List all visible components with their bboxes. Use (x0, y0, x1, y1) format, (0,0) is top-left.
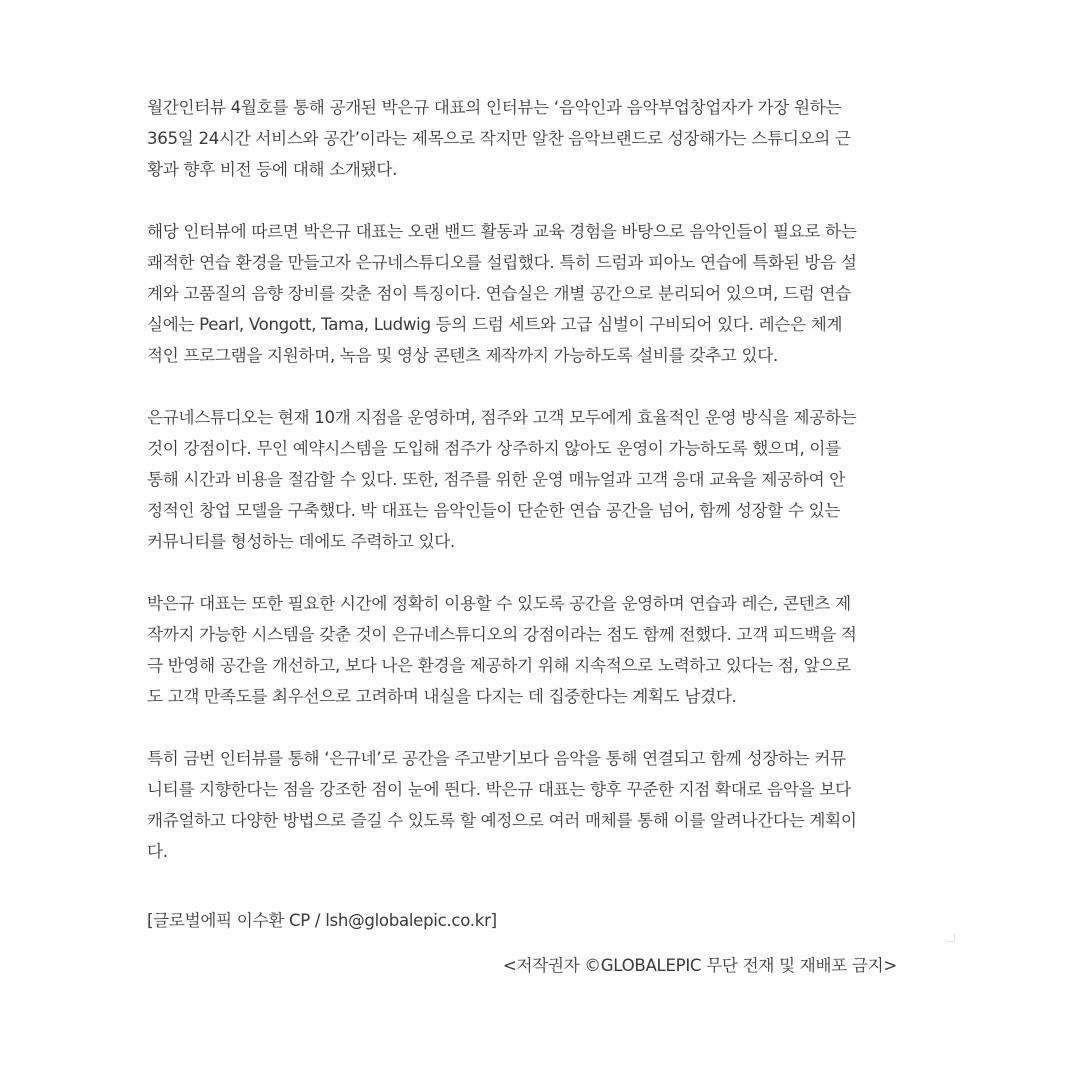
paragraph-line: 것이 강점이다. 무인 예약시스템을 도입해 점주가 상주하지 않아도 운영이 가능하도록 했으며, 이를 (147, 439, 841, 458)
paragraph-line: 도 고객 만족도를 최우선으로 고려하며 내실을 다지는 데 집중한다는 계획도 남겼다. (147, 687, 737, 706)
paragraph-line: 박은규 대표는 또한 필요한 시간에 정확히 이용할 수 있도록 공간을 운영하며 연습과 레슨, 콘텐츠 제 (147, 594, 851, 613)
paragraph-line: 실에는 Pearl, Vongott, Tama, Ludwig 등의 드럼 세트와 고급 심벌이 구비되어 있다. 레슨은 체계 (147, 315, 843, 334)
paragraph-line: 니티를 지향한다는 점을 강조한 점이 눈에 띈다. 박은규 대표는 향후 꾸준한 지점 확대로 음악을 보다 (147, 780, 851, 799)
paragraph-gap (147, 557, 917, 588)
paragraph (147, 588, 917, 712)
copyright-notice: <저작권자 ©GLOBALEPIC 무단 전재 및 재배포 금지> (502, 956, 897, 975)
paragraph-line: 쾌적한 연습 환경을 만들고자 은규네스튜디오를 설립했다. 특히 드럼과 피아노 연습에 특화된 방음 설 (147, 253, 857, 272)
paragraph-line: 극 반영해 공간을 개선하고, 보다 나은 환경을 제공하기 위해 지속적으로 노력하고 있다는 점, 앞으로 (147, 656, 851, 675)
paragraph-gap (147, 185, 917, 216)
paragraph (147, 743, 917, 867)
paragraph (147, 92, 917, 185)
article-body (147, 92, 917, 867)
paragraph-line: 은규네스튜디오는 현재 10개 지점을 운영하며, 점주와 고객 모두에게 효율적인 운영 방식을 제공하는 (147, 408, 857, 427)
paragraph-line: 적인 프로그램을 지원하며, 녹음 및 영상 콘텐츠 제작까지 가능하도록 설비를 갖추고 있다. (147, 346, 778, 365)
paragraph-line: 계와 고품질의 음향 장비를 갖춘 점이 특징이다. 연습실은 개별 공간으로 분리되어 있으며, 드럼 연습 (147, 284, 851, 303)
paragraph-line: 통해 시간과 비용을 절감할 수 있다. 또한, 점주를 위한 운영 매뉴얼과 고객 응대 교육을 제공하여 안 (147, 470, 846, 489)
paragraph-line: 정적인 창업 모델을 구축했다. 박 대표는 음악인들이 단순한 연습 공간을 넘어, 함께 성장할 수 있는 (147, 501, 841, 520)
paragraph (147, 216, 917, 371)
paragraph-line: 특히 금번 인터뷰를 통해 ‘은규네’로 공간을 주고받기보다 음악을 통해 연결되고 함께 성장하는 커뮤 (147, 749, 846, 768)
paragraph-line: 커뮤니티를 형성하는 데에도 주력하고 있다. (147, 532, 456, 551)
paragraph-line: 365일 24시간 서비스와 공간’이라는 제목으로 작지만 알찬 음악브랜드로 성장해가는 스튜디오의 근 (147, 129, 851, 148)
corner-mark (947, 934, 955, 942)
paragraph-line: 다. (147, 842, 168, 861)
paragraph-line: 월간인터뷰 4월호를 통해 공개된 박은규 대표의 인터뷰는 ‘음악인과 음악부업창업자가 가장 원하는 (147, 98, 842, 117)
author-byline: [글로벌에픽 이수환 CP / lsh@globalepic.co.kr] (147, 911, 497, 930)
paragraph-gap (147, 371, 917, 402)
paragraph (147, 402, 917, 557)
paragraph-line: 황과 향후 비전 등에 대해 소개됐다. (147, 160, 398, 179)
paragraph-line: 작까지 가능한 시스템을 갖춘 것이 은규네스튜디오의 강점이라는 점도 함께 전했다. 고객 피드백을 적 (147, 625, 857, 644)
paragraph-gap (147, 712, 917, 743)
paragraph-line: 해당 인터뷰에 따르면 박은규 대표는 오랜 밴드 활동과 교육 경험을 바탕으로 음악인들이 필요로 하는 (147, 222, 857, 241)
paragraph-line: 캐쥬얼하고 다양한 방법으로 즐길 수 있도록 할 예정으로 여러 매체를 통해 이를 알려나간다는 계획이 (147, 811, 857, 830)
